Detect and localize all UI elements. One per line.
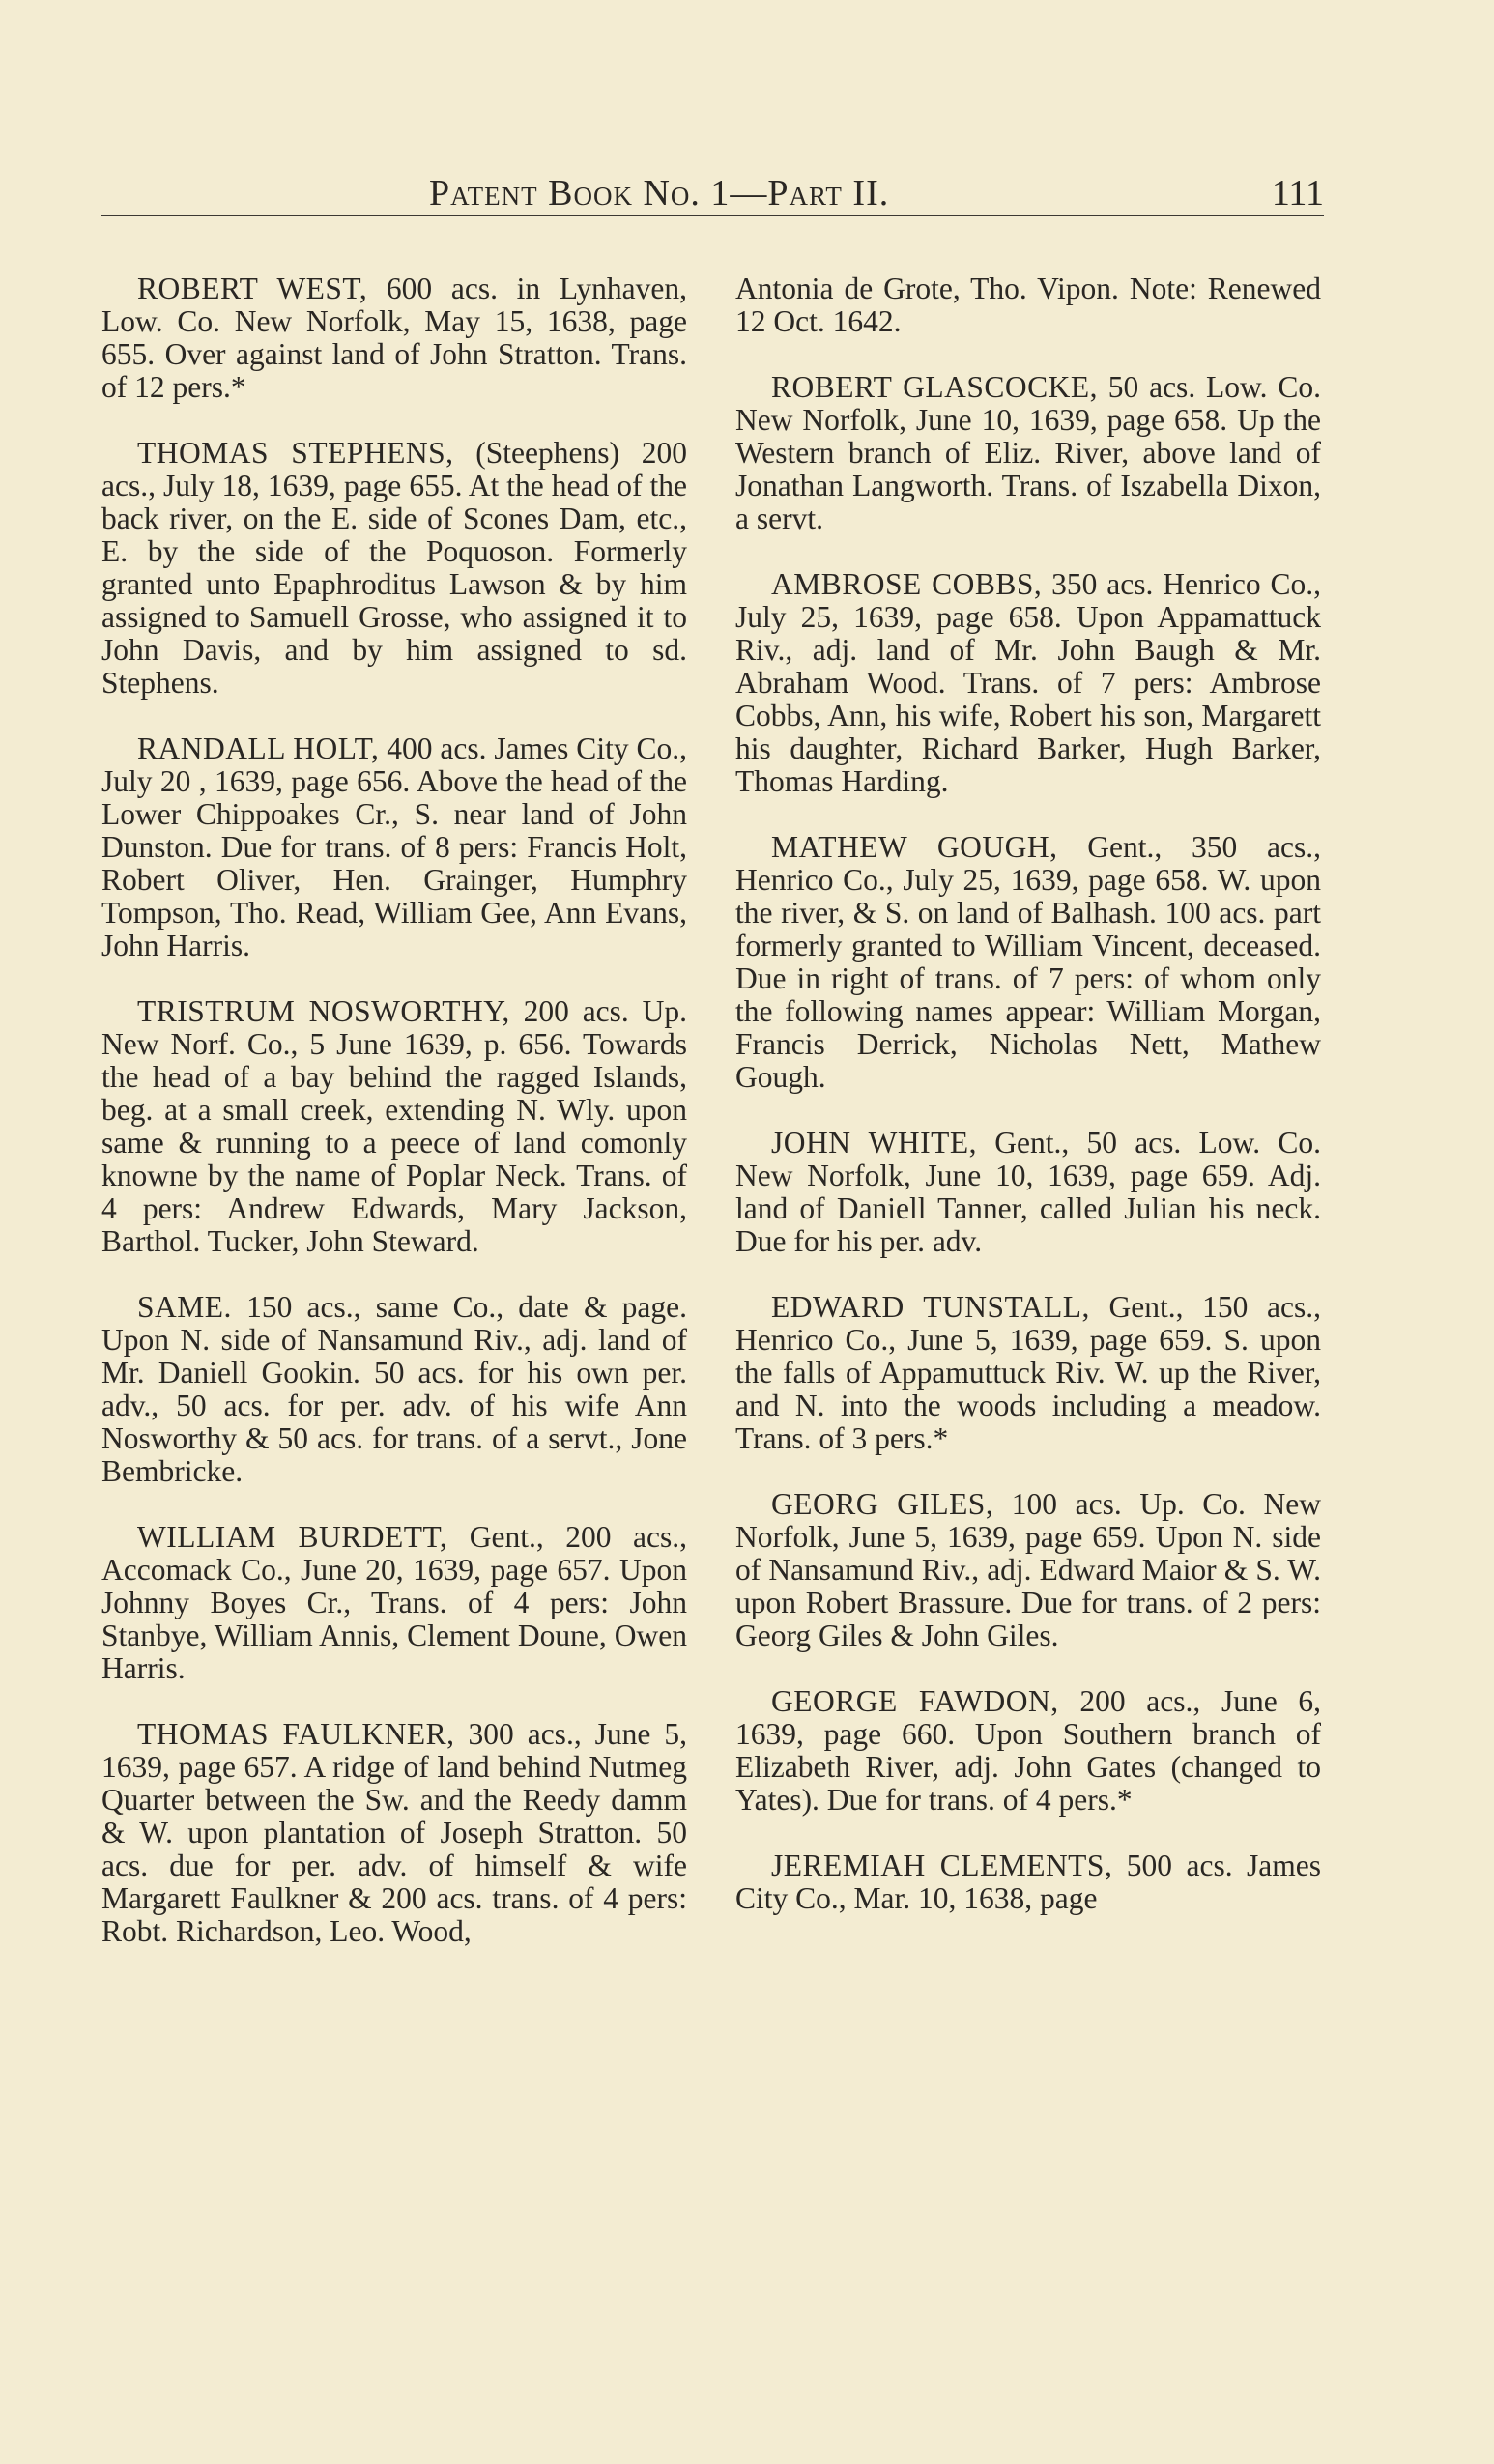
grantee-name: EDWARD TUNSTALL, — [771, 1290, 1090, 1324]
patent-entry — [735, 831, 1321, 1094]
grantee-name: JOHN WHITE, — [771, 1126, 978, 1160]
patent-entry — [735, 568, 1321, 798]
entry-text: Gent., 50 acs. Low. Co. New Norfolk, June 10, 1639, page 659. Adj. land of Daniell Tanner, called Julian his neck. Due for his per. adv. — [735, 1126, 1321, 1258]
grantee-name: THOMAS STEPHENS, — [137, 436, 454, 470]
entry-text: (Steephens) 200 acs., July 18, 1639, page 655. At the head of the back river, on the E. side of Scones Dam, etc., E. by the side of the Poquoson. Formerly granted unto Epaphroditus Lawson & by him assigned to Samuell Grosse, who assigned it to John Davis, and by him assigned to sd. Stephens. — [101, 436, 688, 700]
entry-text: 200 acs., June 6, 1639, page 660. Upon Southern branch of Elizabeth River, adj. John Gates (changed to Yates). Due for trans. of 4 pers.* — [735, 1684, 1321, 1817]
grantee-name: GEORGE FAWDON, — [771, 1684, 1059, 1718]
entry-text: 400 acs. James City Co., July 20 , 1639, page 656. Above the head of the Lower Chippoakes Cr., S. near land of John Dunston. Due for trans. of 8 pers: Francis Holt, Robert Oliver, Hen. Grainger, Humphry Tompson, Tho. Read, William Gee, Ann Evans, John Harris. — [101, 731, 687, 962]
page-number: 111 — [1271, 173, 1324, 214]
entry-text: 150 acs., same Co., date & page. Upon N. side of Nansamund Riv., adj. land of Mr. Daniell Gookin. 50 acs. for his own per. adv., 50 acs. for per. adv. of his wife Ann Nosworthy & 50 acs. for trans. of a servt., Jone Bembricke. — [101, 1290, 687, 1488]
entry-text: 300 acs., June 5, 1639, page 657. A ridge of land behind Nutmeg Quarter between the Sw. and the Reedy damm & W. upon plantation of Joseph Stratton. 50 acs. due for per. adv. of himself & wife Margarett Faulkner & 200 acs. trans. of 4 pers: Robt. Richardson, Leo. Wood, — [101, 1717, 687, 1948]
patent-entry — [101, 1521, 687, 1685]
entry-text: 600 acs. in Lynhaven, Low. Co. New Norfolk, May 15, 1638, page 655. Over against land of John Stratton. Trans. of 12 pers.* — [101, 272, 687, 404]
patent-entry — [101, 437, 687, 700]
right-column — [735, 272, 1321, 1948]
patent-entry — [101, 732, 687, 962]
patent-entry — [101, 1718, 687, 1948]
continued-entry-text: Antonia de Grote, Tho. Vipon. Note: Renewed 12 Oct. 1642. — [735, 272, 1321, 338]
grantee-name: GEORG GILES, — [771, 1487, 994, 1521]
page-header — [101, 172, 1324, 216]
grantee-name: WILLIAM BURDETT, — [137, 1520, 448, 1554]
left-column — [101, 272, 687, 1981]
patent-entry — [101, 272, 687, 404]
patent-entry — [101, 1291, 687, 1488]
grantee-name: TRISTRUM NOSWORTHY, — [137, 994, 510, 1028]
grantee-name: JEREMIAH CLEMENTS, — [771, 1848, 1113, 1882]
grantee-name: MATHEW GOUGH, — [771, 830, 1058, 864]
grantee-name: RANDALL HOLT, — [137, 731, 380, 765]
patent-entry — [101, 995, 687, 1258]
grantee-name: ROBERT GLASCOCKE, — [771, 370, 1098, 404]
patent-entry — [735, 371, 1321, 535]
entry-text: Gent., 150 acs., Henrico Co., June 5, 1639, page 659. S. upon the falls of Appamuttuck Riv. W. up the River, and N. into the woods including a meadow. Trans. of 3 pers.* — [735, 1290, 1322, 1455]
patent-entry — [735, 1849, 1321, 1915]
entry-text: 50 acs. Low. Co. New Norfolk, June 10, 1639, page 658. Up the Western branch of Eliz. River, above land of Jonathan Langworth. Trans. of Iszabella Dixon, a servt. — [735, 370, 1321, 535]
entry-text: 350 acs. Henrico Co., July 25, 1639, page 658. Upon Appamattuck Riv., adj. land of Mr. John Baugh & Mr. Abraham Wood. Trans. of 7 pers: Ambrose Cobbs, Ann, his wife, Robert his son, Margarett his daughter, Richard Barker, Hugh Barker, Thomas Harding. — [735, 567, 1321, 798]
grantee-name: SAME. — [137, 1290, 232, 1324]
grantee-name: THOMAS FAULKNER, — [137, 1717, 455, 1751]
entry-text: 500 acs. James City Co., Mar. 10, 1638, page — [735, 1848, 1322, 1915]
patent-entry — [735, 1291, 1321, 1455]
patent-entry — [735, 1488, 1321, 1652]
entry-text: Gent., 200 acs., Accomack Co., June 20, 1639, page 657. Upon Johnny Boyes Cr., Trans. of 4 pers: John Stanbye, William Annis, Clement Doune, Owen Harris. — [101, 1520, 687, 1685]
grantee-name: ROBERT WEST, — [137, 272, 368, 305]
grantee-name: AMBROSE COBBS, — [771, 567, 1043, 601]
entry-text: 100 acs. Up. Co. New Norfolk, June 5, 1639, page 659. Upon N. side of Nansamund Riv., adj. Edward Maior & S. W. upon Robert Brassure. Due for trans. of 2 pers: Georg Giles & John Giles. — [735, 1487, 1321, 1652]
entry-text: 200 acs. Up. New Norf. Co., 5 June 1639, p. 656. Towards the head of a bay behind the ragged Islands, beg. at a small creek, extending N. Wly. upon same & running to a peece of land comonly knowne by the name of Poplar Neck. Trans. of 4 pers: Andrew Edwards, Mary Jackson, Barthol. Tucker, John Steward. — [101, 994, 687, 1258]
patent-entry — [735, 1127, 1321, 1258]
entry-text: Gent., 350 acs., Henrico Co., July 25, 1639, page 658. W. upon the river, & S. on land of Balhash. 100 acs. part formerly granted to William Vincent, deceased. Due in right of trans. of 7 pers: of whom only the following names appear: William Morgan, Francis Derrick, Nicholas Nett, Mathew Gough. — [735, 830, 1321, 1094]
patent-entry — [735, 1685, 1321, 1817]
running-head: Patent Book No. 1—Part II. — [429, 173, 890, 214]
